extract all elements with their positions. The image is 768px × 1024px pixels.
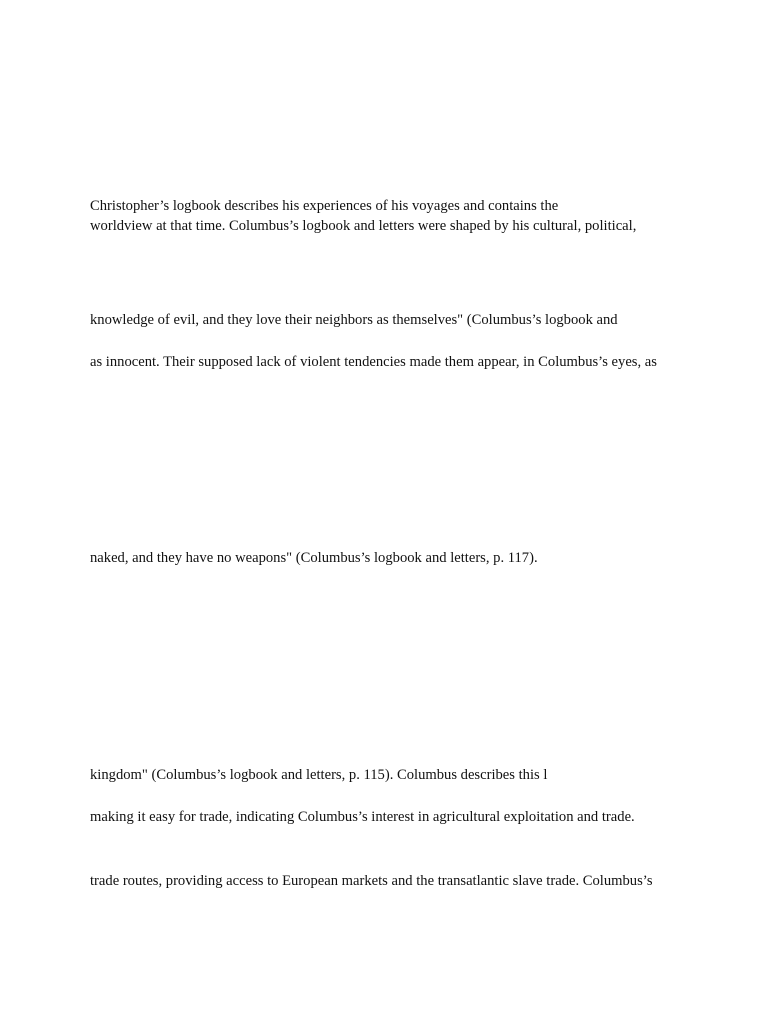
text-line: worldview at that time. Columbus’s logbook and letters were shaped by his cultural, political, xyxy=(90,218,637,234)
text-line: as innocent. Their supposed lack of violent tendencies made them appear, in Columbus’s eyes, as xyxy=(90,354,657,370)
text-line: trade routes, providing access to European markets and the transatlantic slave trade. Columbus’s xyxy=(90,873,653,889)
text-line: Christopher’s logbook describes his experiences of his voyages and contains the xyxy=(90,198,559,214)
text-line: kingdom" (Columbus’s logbook and letters, p. 115). Columbus describes this l xyxy=(90,767,548,783)
text-line: making it easy for trade, indicating Columbus’s interest in agricultural exploitation and trade. xyxy=(90,809,635,825)
text-line: knowledge of evil, and they love their neighbors as themselves" (Columbus’s logbook and xyxy=(90,312,618,328)
text-line: naked, and they have no weapons" (Columbus’s logbook and letters, p. 117). xyxy=(90,550,538,566)
